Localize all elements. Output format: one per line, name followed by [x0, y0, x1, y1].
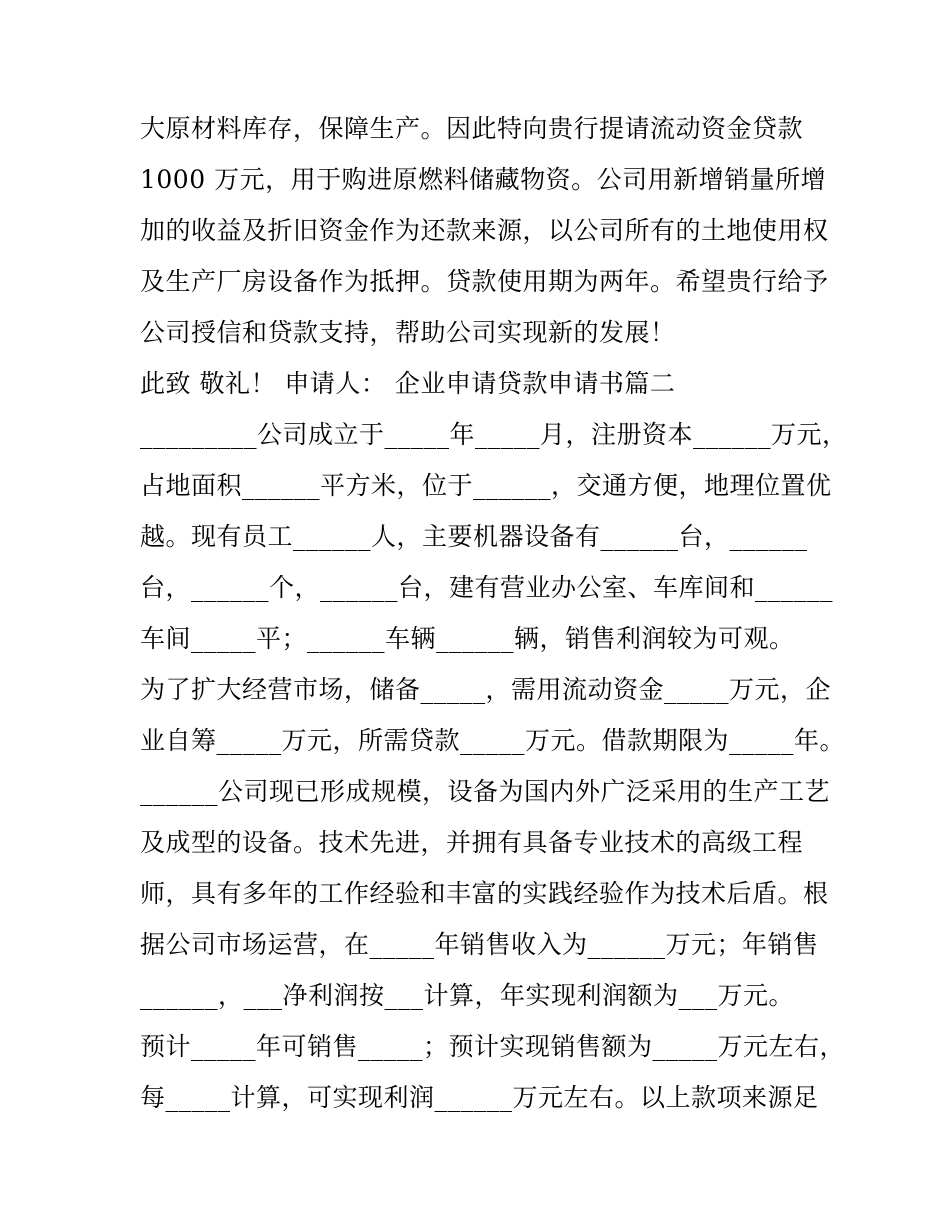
text-line: 占地面积______平方米，位于______，交通方便，地理位置优	[140, 471, 832, 500]
text-line: ______公司现已形成规模，设备为国内外广泛采用的生产工艺	[140, 777, 831, 806]
text-line: 越。现有员工______人，主要机器设备有______台，______	[140, 522, 808, 551]
text-line: 台，______个，______台，建有营业办公室、车库间和______	[140, 573, 834, 602]
text-line: 大原材料库存，保障生产。因此特向贵行提请流动资金贷款	[140, 114, 804, 143]
text-line: 此致 敬礼！ 申请人： 企业申请贷款申请书篇二	[140, 369, 676, 398]
text-line: 每_____计算，可实现利润______万元左右。以上款项来源足	[140, 1083, 819, 1112]
text-line: ______，___净利润按___计算，年实现利润额为___万元。	[140, 981, 795, 1010]
text-line: 及成型的设备。技术先进，并拥有具备专业技术的高级工程	[140, 828, 804, 857]
text-line: 预计_____年可销售_____；预计实现销售额为_____万元左右，	[140, 1032, 846, 1061]
text-line: 公司授信和贷款支持，帮助公司实现新的发展！	[140, 318, 676, 347]
text-line: 及生产厂房设备作为抵押。贷款使用期为两年。希望贵行给予	[140, 267, 829, 296]
text-line: 车间_____平；______车辆______辆，销售利润较为可观。	[140, 624, 795, 653]
text-line: 据公司市场运营，在_____年销售收入为______万元；年销售	[140, 930, 819, 959]
text-line: 加的收益及折旧资金作为还款来源，以公司所有的土地使用权	[140, 216, 829, 245]
text-line: 业自筹_____万元，所需贷款_____万元。借款期限为_____年。	[140, 726, 846, 755]
text-line: _________公司成立于_____年_____月，注册资本______万元，	[140, 420, 848, 449]
text-line: 1000 万元，用于购进原燃料储藏物资。公司用新增销量所增	[140, 165, 827, 194]
text-line: 师，具有多年的工作经验和丰富的实践经验作为技术后盾。根	[140, 879, 829, 908]
text-line: 为了扩大经营市场，储备_____，需用流动资金_____万元，企	[140, 675, 832, 704]
